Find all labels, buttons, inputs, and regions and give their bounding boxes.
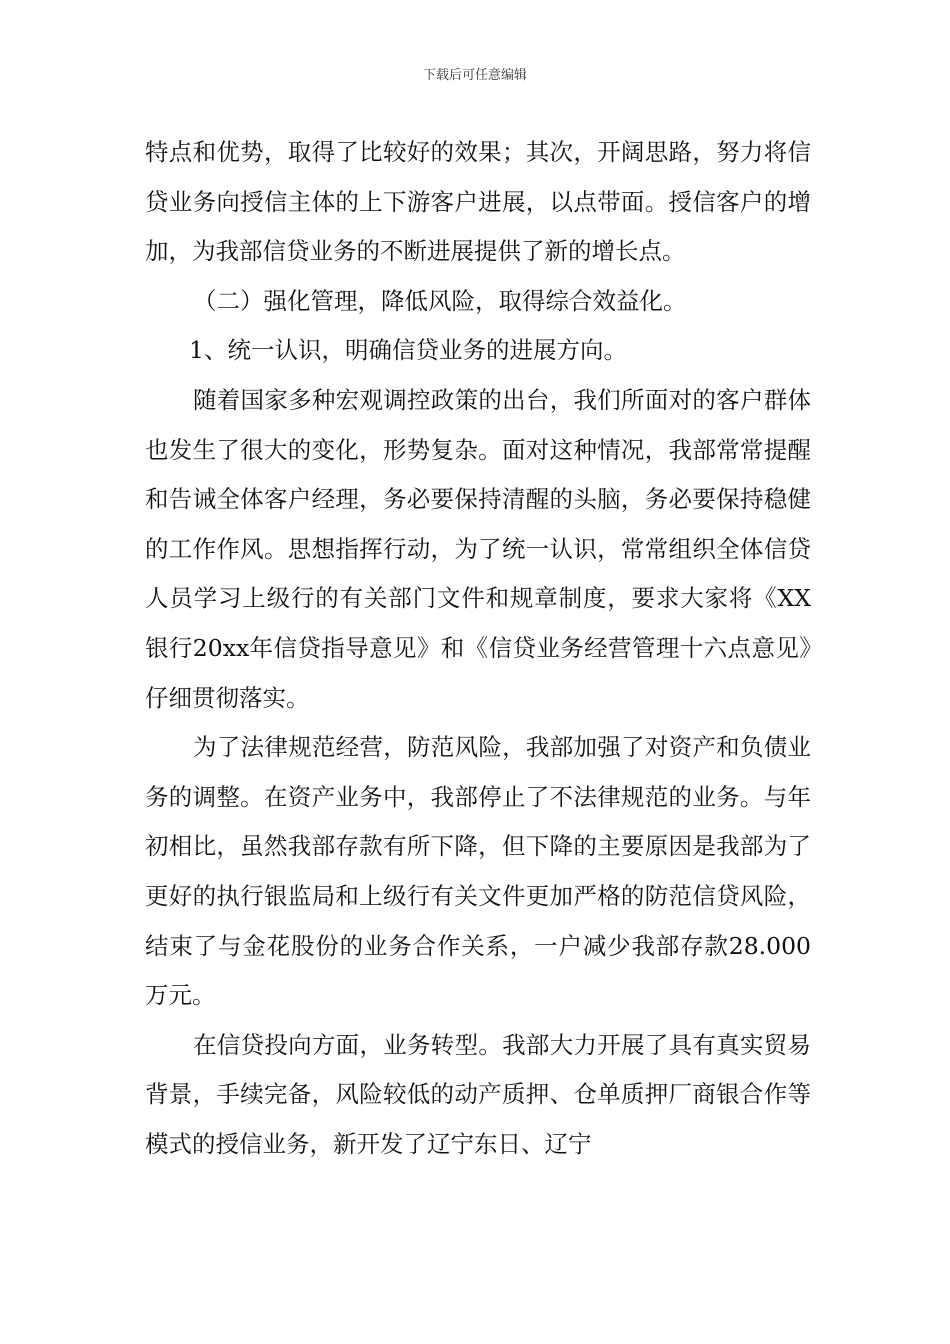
section-heading: （二）强化管理，降低风险，取得综合效益化。	[193, 286, 687, 315]
paragraph-continuation: 特点和优势，取得了比较好的效果；其次，开阔思路，努力将信贷业务向授信主体的上下游客户进展，以点带面。授信客户的增加，为我部信贷业务的不断进展提供了新的增长点。	[145, 138, 811, 266]
paragraph-policy: 随着国家多种宏观调控政策的出台，我们所面对的客户群体也发生了很大的变化，形势复杂。面对这种情况，我部常常提醒和告诫全体客户经理，务必要保持清醒的头脑，务必要保持稳健的工作作风。思想指挥行动，为了统一认识，常常组织全体信贷人员学习上级行的有关部门文件和规章制度，要求大家将《XX银行20xx年信贷指导意见》和《信贷业务经营管理十六点意见》仔细贯彻落实。	[145, 385, 811, 712]
subsection-heading: 1、统一认识，明确信贷业务的进展方向。	[189, 336, 627, 365]
paragraph-credit-direction: 在信贷投向方面，业务转型。我部大力开展了具有真实贸易背景，手续完备，风险较低的动产质押、仓单质押厂商银合作等模式的授信业务，新开发了辽宁东日、辽宁	[145, 1030, 811, 1158]
paragraph-risk-control: 为了法律规范经营，防范风险，我部加强了对资产和负债业务的调整。在资产业务中，我部停止了不法律规范的业务。与年初相比，虽然我部存款有所下降，但下降的主要原因是我部为了更好的执行银监局和上级行有关文件更加严格的防范信贷风险，结束了与金花股份的业务合作关系，一户减少我部存款28.000万元。	[145, 733, 811, 1010]
page-header-note: 下载后可任意编辑	[422, 68, 527, 83]
document-body	[145, 128, 811, 1169]
